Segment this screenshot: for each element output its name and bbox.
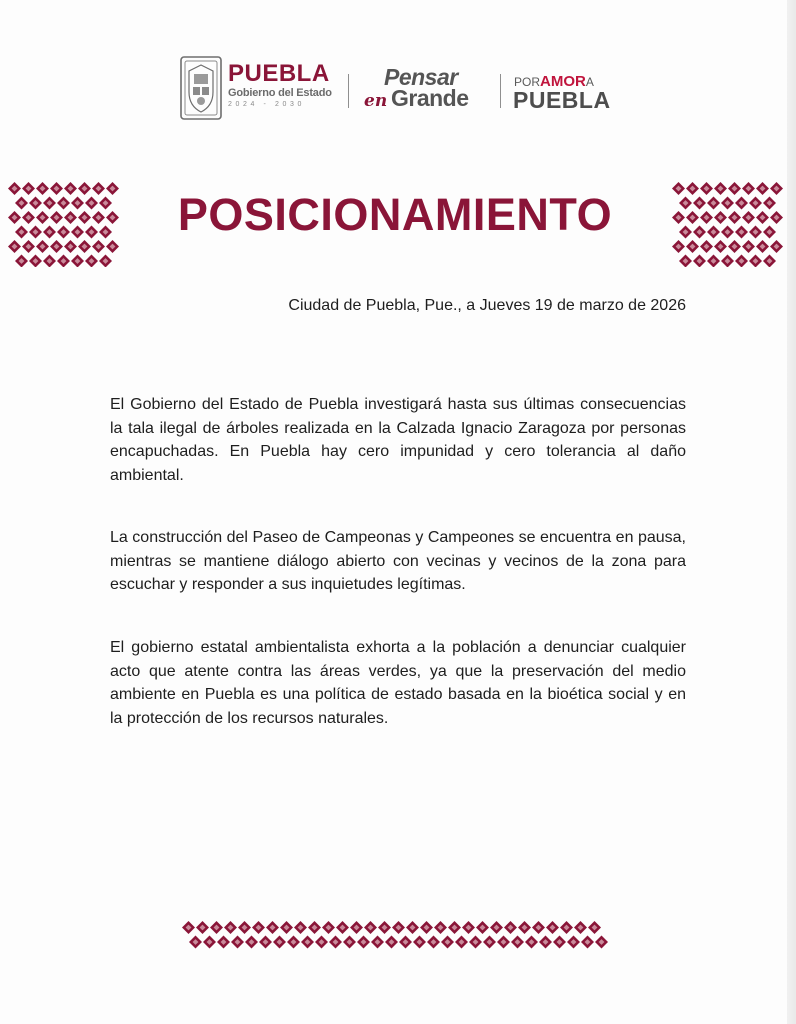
header-logos <box>178 54 618 124</box>
paragraph: El gobierno estatal ambientalista exhorta a la población a denunciar cualquier acto que atente contra las áreas verdes, ya que la preservación del medio ambiente en Puebla es una política de estado basada en la bioética social y en la protección de los recursos naturales. <box>110 639 686 727</box>
coat-of-arms-icon <box>180 56 222 120</box>
logo-divider <box>348 74 349 108</box>
right-talavera-pattern <box>672 181 784 267</box>
campaign-puebla: PUEBLA <box>513 87 611 113</box>
paragraph: El Gobierno del Estado de Puebla investigará hasta sus últimas consecuencias la tala ilegal de árboles realizada en la Calzada Ignacio Zaragoza por personas encapuchadas. En Puebla hay cero impunidad y cero tolerancia al daño ambiental. <box>110 396 686 484</box>
slogan-en: en <box>364 91 388 111</box>
dateline: Ciudad de Puebla, Pue., a Jueves 19 de marzo de 2026 <box>288 297 686 314</box>
campaign-por: POR <box>514 75 541 89</box>
slogan-bottom: Grande <box>391 85 469 111</box>
document-title: POSICIONAMIENTO <box>177 189 613 240</box>
left-talavera-pattern <box>8 181 120 267</box>
gov-name: PUEBLA <box>228 60 330 87</box>
slogan-top: Pensar <box>384 64 458 90</box>
gov-subtitle: Gobierno del Estado <box>228 87 332 99</box>
campaign-a: A <box>585 75 594 89</box>
campaign-amor: AMOR <box>540 73 586 90</box>
paragraph: La construcción del Paseo de Campeonas y Campeones se encuentra en pausa, mientras se mantiene diálogo abierto con vecinas y vecinos de la zona para escuchar y responder a sus inquietudes legítimas. <box>110 529 686 593</box>
gov-years: 2024 - 2030 <box>228 101 305 108</box>
logo-divider <box>500 74 501 108</box>
page-edge-shadow <box>787 0 796 1024</box>
bottom-talavera-pattern <box>182 920 612 952</box>
